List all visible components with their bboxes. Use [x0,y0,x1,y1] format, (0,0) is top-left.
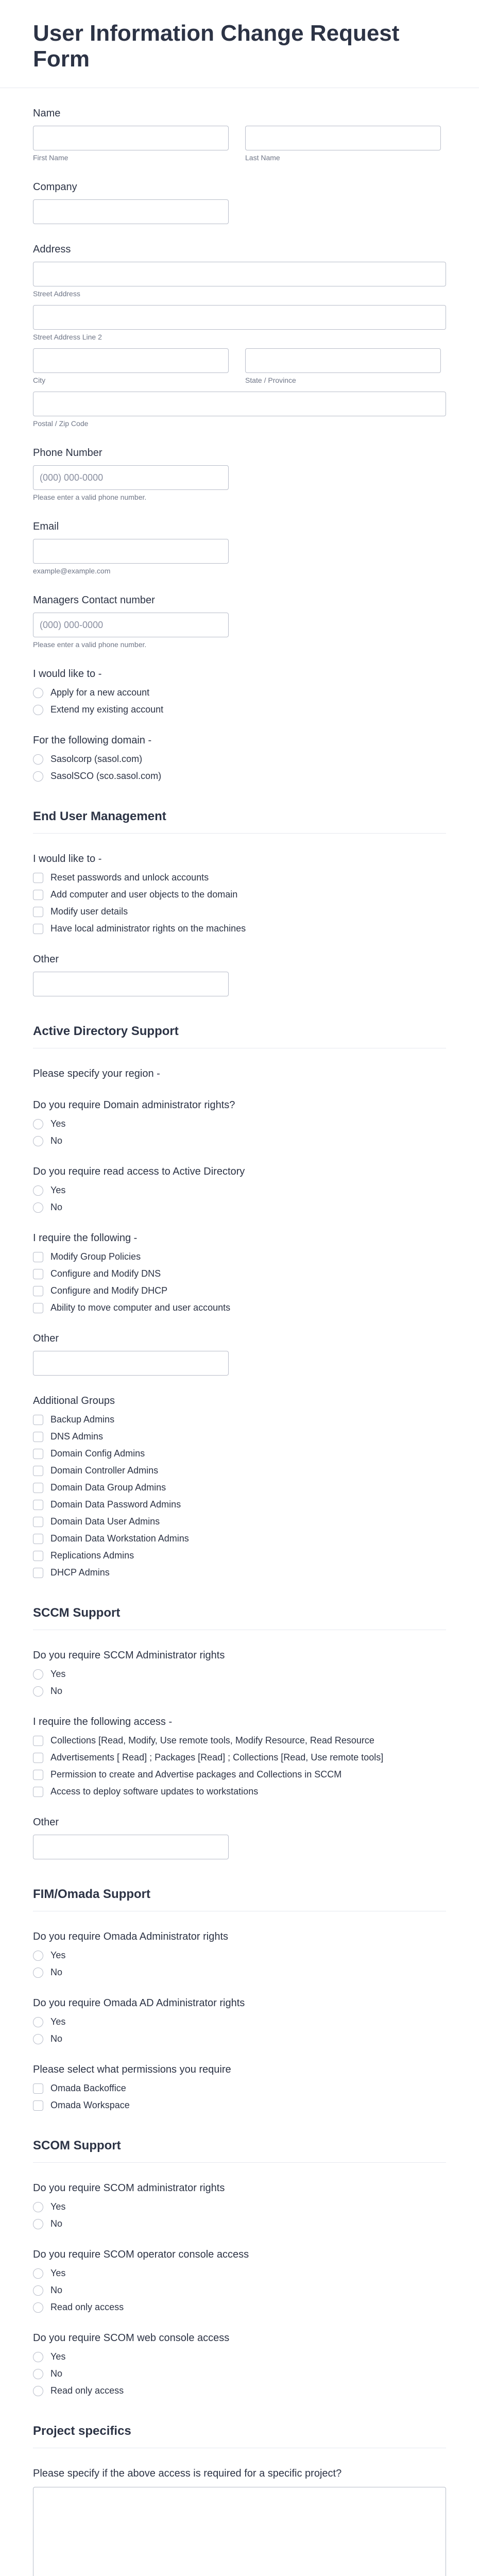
radio-icon[interactable] [33,2352,43,2362]
checkbox-icon[interactable] [33,1551,43,1561]
phone-field [33,447,446,501]
read-access-label: Do you require read access to Active Directory [33,1166,245,1177]
checkbox-icon[interactable] [33,1269,43,1279]
company-field [33,181,446,224]
first-name-input[interactable] [33,126,229,150]
omada-permissions-field [33,2064,446,2111]
domain-label: For the following domain - [33,735,152,746]
scom-web-field [33,2332,446,2396]
section-title: SCOM Support [33,2139,121,2153]
radio-icon[interactable] [33,1202,43,1213]
checkbox-icon[interactable] [33,1286,43,1296]
option-label: Yes [50,1950,66,1960]
checkbox-icon[interactable] [33,1466,43,1476]
radio-icon[interactable] [33,2386,43,2396]
state-input[interactable] [245,348,441,373]
managers-contact-label: Managers Contact number [33,595,155,606]
option-label: Configure and Modify DHCP [50,1285,168,1296]
option-yes[interactable] [33,1185,446,1196]
option-label: No [50,2218,63,2229]
option-dhcp[interactable] [33,1285,446,1296]
radio-icon[interactable] [33,2017,43,2027]
scom-console-field [33,2249,446,2313]
read-access-field [33,1166,446,1213]
checkbox-icon[interactable] [33,1252,43,1262]
domain-admin-label: Do you require Domain administrator rights? [33,1099,235,1111]
scom-heading [33,2139,446,2163]
group-option[interactable] [33,1533,446,1544]
last-name-sublabel: Last Name [245,154,280,162]
option-label: Yes [50,1118,66,1129]
option-no[interactable] [33,1967,446,1978]
end-user-other-input[interactable] [33,972,229,996]
end-user-options-field [33,853,446,934]
ad-require-field [33,1232,446,1313]
fim-heading [33,1887,446,1911]
option-label: Modify user details [50,906,128,917]
checkbox-icon[interactable] [33,1432,43,1442]
option-label: No [50,1136,63,1146]
checkbox-icon[interactable] [33,1500,43,1510]
option-apply-new[interactable] [33,687,446,698]
checkbox-icon[interactable] [33,1415,43,1425]
option-yes[interactable] [33,1118,446,1129]
last-name-input[interactable] [245,126,441,150]
sccm-access-field [33,1716,446,1797]
option-no[interactable] [33,1686,446,1697]
section-title: FIM/Omada Support [33,1887,150,1901]
option-label: Read only access [50,2385,124,2396]
i-would-like-field [33,668,446,715]
option-extend-existing[interactable] [33,704,446,715]
option-label: Advertisements [ Read] ; Packages [Read] ; Collections [Read, Use remote tools] [50,1752,384,1762]
group-option[interactable] [33,1567,446,1578]
option-local-admin[interactable] [33,923,446,934]
option-dns[interactable] [33,1268,446,1279]
radio-icon[interactable] [33,705,43,715]
option-label: Replications Admins [50,1550,134,1561]
option-yes[interactable] [33,2016,446,2027]
radio-icon[interactable] [33,1119,43,1129]
checkbox-icon[interactable] [33,873,43,883]
option-yes[interactable] [33,2268,446,2279]
address-field [33,244,446,428]
phone-input[interactable] [33,465,229,490]
managers-contact-input[interactable] [33,613,229,637]
option-label: Domain Controller Admins [50,1465,159,1476]
sccm-access-option[interactable] [33,1786,446,1797]
checkbox-icon[interactable] [33,1449,43,1459]
radio-icon[interactable] [33,2285,43,2296]
option-label: Yes [50,2268,66,2278]
email-label: Email [33,521,59,532]
option-label: Modify Group Policies [50,1251,141,1262]
checkbox-icon[interactable] [33,1483,43,1493]
option-group-policies[interactable] [33,1251,446,1262]
ad-other-field [33,1333,446,1376]
project-specify-field [33,2468,446,2576]
domain-admin-field [33,1099,446,1146]
option-read-only[interactable] [33,2385,446,2396]
sccm-access-label: I require the following access - [33,1716,173,1727]
additional-groups-label: Additional Groups [33,1395,115,1406]
option-label: No [50,2033,63,2044]
option-label: No [50,1967,63,1977]
option-omada-backoffice[interactable] [33,2083,446,2094]
street-address-sublabel: Street Address [33,290,80,298]
checkbox-icon[interactable] [33,1517,43,1527]
radio-icon[interactable] [33,2369,43,2379]
option-label: Read only access [50,2302,124,2312]
sccm-admin-label: Do you require SCCM Administrator rights [33,1650,225,1661]
scom-admin-label: Do you require SCOM administrator rights [33,2182,225,2194]
ad-require-label: I require the following - [33,1232,138,1244]
checkbox-icon[interactable] [33,1770,43,1780]
company-label: Company [33,181,77,193]
option-label: Yes [50,2351,66,2362]
radio-icon[interactable] [33,2302,43,2313]
street-address-line2-sublabel: Street Address Line 2 [33,333,102,341]
omada-permissions-label: Please select what permissions you require [33,2064,231,2075]
checkbox-icon[interactable] [33,890,43,900]
option-no[interactable] [33,2033,446,2044]
form-header [0,0,479,88]
ad-other-input[interactable] [33,1351,229,1376]
i-would-like-label: I would like to - [33,668,102,680]
radio-icon[interactable] [33,1136,43,1146]
option-omada-workspace[interactable] [33,2100,446,2111]
option-move-accounts[interactable] [33,1302,446,1313]
omada-admin-label: Do you require Omada Administrator rights [33,1931,229,1942]
additional-groups-field [33,1395,446,1578]
sccm-admin-field [33,1650,446,1697]
option-label: Domain Data Password Admins [50,1499,181,1510]
option-label: Have local administrator rights on the machines [50,923,246,934]
option-label: Extend my existing account [50,704,164,715]
sccm-access-option[interactable] [33,1769,446,1780]
email-input[interactable] [33,539,229,564]
project-specify-textarea[interactable] [33,2487,446,2576]
region-field [33,1068,446,1080]
street-address-line2-input[interactable] [33,305,446,330]
checkbox-icon[interactable] [33,1534,43,1544]
option-label: Ability to move computer and user accounts [50,1302,231,1313]
option-label: Add computer and user objects to the domain [50,889,238,900]
checkbox-icon[interactable] [33,1787,43,1797]
option-label: Permission to create and Advertise packages and Collections in SCCM [50,1769,342,1780]
radio-icon[interactable] [33,1686,43,1697]
radio-icon[interactable] [33,2219,43,2229]
email-field [33,521,446,575]
option-read-only[interactable] [33,2302,446,2313]
sccm-other-label: Other [33,1817,59,1828]
option-label: No [50,1202,63,1212]
option-yes[interactable] [33,1950,446,1961]
scom-console-label: Do you require SCOM operator console access [33,2249,249,2260]
option-reset-passwords[interactable] [33,872,446,883]
group-option[interactable] [33,1482,446,1493]
option-label: Apply for a new account [50,687,150,698]
sccm-access-option[interactable] [33,1752,446,1763]
radio-icon[interactable] [33,2034,43,2044]
radio-icon[interactable] [33,1185,43,1196]
option-label: Domain Data User Admins [50,1516,160,1527]
option-label: DHCP Admins [50,1567,110,1578]
group-option[interactable] [33,1465,446,1476]
scom-web-label: Do you require SCOM web console access [33,2332,230,2344]
option-no[interactable] [33,2368,446,2379]
end-user-label: I would like to - [33,853,102,865]
option-label: Domain Data Group Admins [50,1482,166,1493]
zip-input[interactable] [33,392,446,416]
radio-icon[interactable] [33,771,43,782]
option-label: Omada Workspace [50,2100,130,2110]
city-input[interactable] [33,348,229,373]
address-label: Address [33,244,71,255]
option-label: Domain Config Admins [50,1448,145,1459]
checkbox-icon[interactable] [33,2083,43,2094]
first-name-sublabel: First Name [33,154,69,162]
checkbox-icon[interactable] [33,1753,43,1763]
group-option[interactable] [33,1550,446,1561]
radio-icon[interactable] [33,2202,43,2212]
sccm-other-input[interactable] [33,1835,229,1859]
email-sublabel: example@example.com [33,567,111,575]
managers-contact-sublabel: Please enter a valid phone number. [33,640,147,649]
region-label: Please specify your region - [33,1068,160,1079]
option-yes[interactable] [33,2351,446,2362]
name-field [33,108,446,162]
ad-other-label: Other [33,1333,59,1344]
end-user-other-label: Other [33,954,59,965]
group-option[interactable] [33,1516,446,1527]
option-label: No [50,2285,63,2295]
company-input[interactable] [33,199,229,224]
option-yes[interactable] [33,1669,446,1680]
option-yes[interactable] [33,2201,446,2212]
phone-placeholder: (000) 000-0000 [40,472,104,483]
sccm-heading [33,1606,446,1630]
checkbox-icon[interactable] [33,1568,43,1578]
option-sasolsco[interactable] [33,771,446,782]
option-no[interactable] [33,1136,446,1146]
option-label: Yes [50,1185,66,1195]
checkbox-icon[interactable] [33,1736,43,1746]
checkbox-icon[interactable] [33,907,43,917]
group-option[interactable] [33,1431,446,1442]
street-address-input[interactable] [33,262,446,286]
group-option[interactable] [33,1448,446,1459]
zip-sublabel: Postal / Zip Code [33,419,89,428]
option-label: No [50,1686,63,1696]
option-label: Omada Backoffice [50,2083,126,2093]
option-label: Collections [Read, Modify, Use remote tools, Modify Resource, Read Resource [50,1735,374,1745]
option-label: Configure and Modify DNS [50,1268,161,1279]
option-label: Yes [50,2201,66,2212]
option-label: DNS Admins [50,1431,104,1442]
option-label: Sasolcorp (sasol.com) [50,754,143,764]
option-modify-details[interactable] [33,906,446,917]
sccm-other-field [33,1817,446,1859]
section-title: Active Directory Support [33,1024,179,1038]
ad-support-heading [33,1024,446,1048]
form-body [0,108,479,2576]
option-label: Access to deploy software updates to workstations [50,1786,259,1797]
omada-admin-field [33,1931,446,1978]
option-label: Yes [50,2016,66,2027]
group-option[interactable] [33,1499,446,1510]
omada-ad-admin-label: Do you require Omada AD Administrator rights [33,1997,245,2009]
option-label: Backup Admins [50,1414,115,1425]
group-option[interactable] [33,1414,446,1425]
section-title: SCCM Support [33,1606,121,1620]
option-label: Reset passwords and unlock accounts [50,872,209,883]
option-label: Domain Data Workstation Admins [50,1533,189,1544]
checkbox-icon[interactable] [33,1303,43,1313]
option-sasolcorp[interactable] [33,754,446,765]
option-no[interactable] [33,1202,446,1213]
option-no[interactable] [33,2285,446,2296]
option-label: SasolSCO (sco.sasol.com) [50,771,162,781]
radio-icon[interactable] [33,754,43,765]
phone-label: Phone Number [33,447,102,459]
form-title: User Information Change Request Form [33,21,400,72]
domain-field [33,735,446,782]
managers-contact-field [33,595,446,649]
phone-sublabel: Please enter a valid phone number. [33,493,147,501]
radio-icon[interactable] [33,1951,43,1961]
option-add-objects[interactable] [33,889,446,900]
radio-icon[interactable] [33,2268,43,2279]
radio-icon[interactable] [33,688,43,698]
project-specify-label: Please specify if the above access is required for a specific project? [33,2468,342,2479]
end-user-other-field [33,954,446,996]
sccm-access-option[interactable] [33,1735,446,1746]
checkbox-icon[interactable] [33,924,43,934]
city-sublabel: City [33,376,46,384]
end-user-management-heading [33,809,446,834]
section-title: End User Management [33,809,166,823]
option-label: No [50,2368,63,2379]
section-title: Project specifics [33,2424,131,2438]
project-heading [33,2424,446,2448]
managers-contact-placeholder: (000) 000-0000 [40,619,104,630]
checkbox-icon[interactable] [33,2100,43,2111]
name-label: Name [33,108,61,119]
state-sublabel: State / Province [245,376,296,384]
radio-icon[interactable] [33,1968,43,1978]
radio-icon[interactable] [33,1669,43,1680]
omada-ad-admin-field [33,1997,446,2044]
option-label: Yes [50,1669,66,1679]
scom-admin-field [33,2182,446,2229]
option-no[interactable] [33,2218,446,2229]
